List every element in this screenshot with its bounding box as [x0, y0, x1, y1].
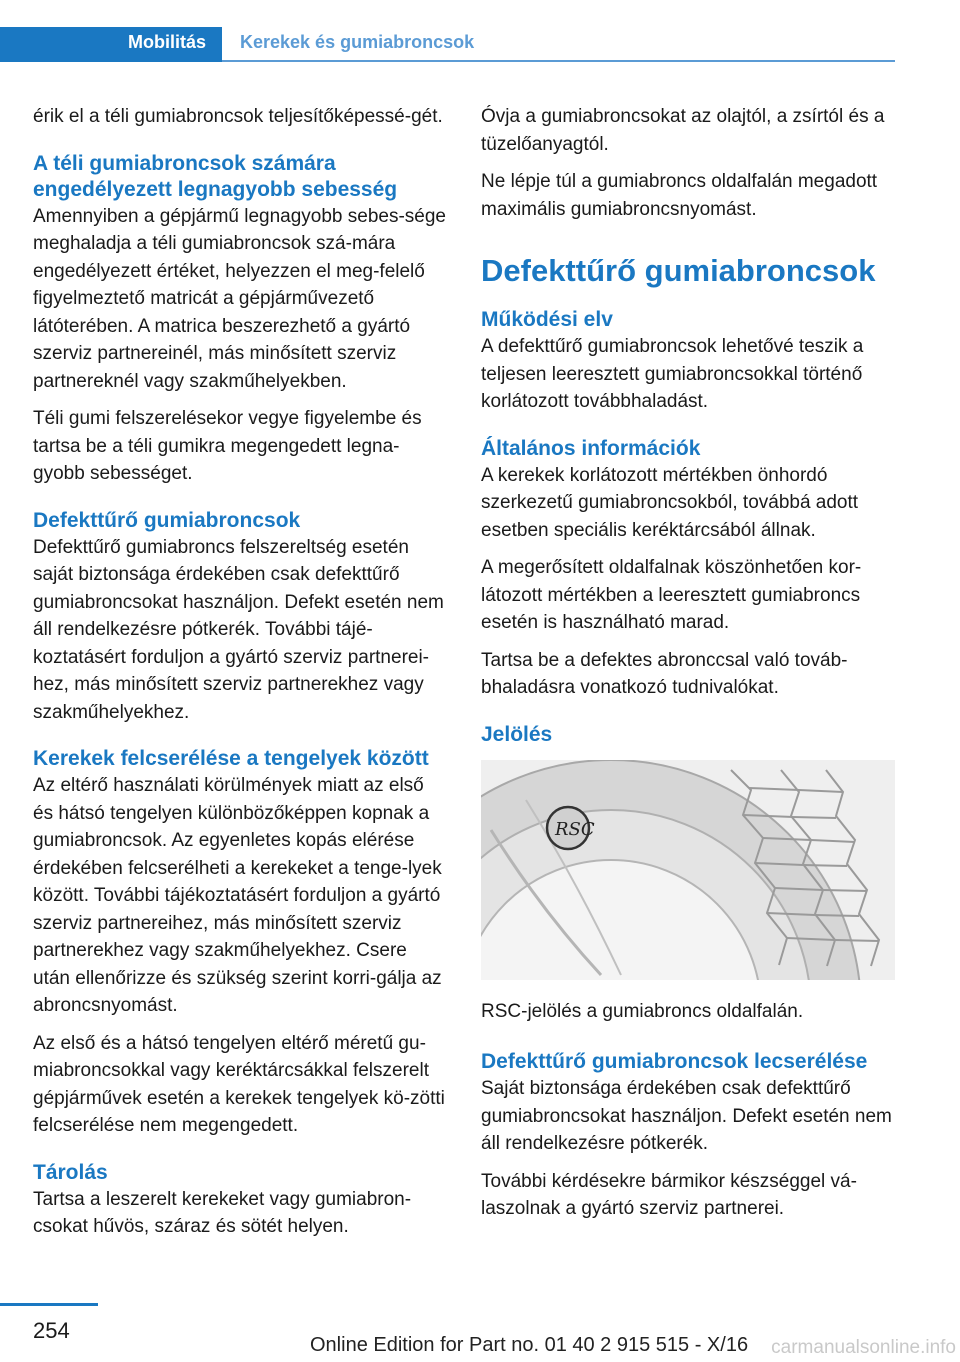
tire-illustration: [481, 760, 895, 980]
paragraph: Tartsa be a defektes abronccsal való továb-bhaladásra vonatkozó tudnivalókat.: [481, 649, 848, 698]
heading-winter-speed: A téli gumiabroncsok számára engedélyezett legnagyobb sebesség: [33, 151, 398, 201]
left-column: [33, 103, 447, 1251]
page-number: 254: [33, 1318, 70, 1343]
paragraph: Az eltérő használati körülmények miatt az első és hátsó tengelyen különbözőképpen kopnak a gumiabroncsok. Az egyenletes kopás elérése érdekében felcserélheti a kerekeket a tenge-lyek között. További tájékoztatásért forduljon a gyártó szerviz partnereihez, más minősített szerviz partnerekhez vagy szakműhelyekhez. Csere után ellenőrizze és szükség szerint korri-gálja az abroncsnyomást.: [33, 775, 442, 1016]
page-header: [0, 0, 895, 62]
paragraph: Ne lépje túl a gumiabroncs oldalfalán megadott maximális gumiabroncsnyomást.: [481, 171, 878, 220]
paragraph: Az első és a hátsó tengelyen eltérő méretű gu-miabroncsokkal vagy keréktárcsákkal felszerelt gépjárművek esetén a kerekek tengelyek kö-zötti felcserélése nem megengedett.: [33, 1032, 445, 1136]
watermark: carmanualsonline.info: [771, 1337, 956, 1358]
subsection-tab: [222, 27, 895, 62]
section-tab: [0, 27, 222, 62]
subsection-title: Kerekek és gumiabroncsok: [240, 32, 475, 52]
paragraph: A defekttűrő gumiabroncsok lehetővé teszik a teljesen leeresztett gumiabroncsokkal történő korlátozott továbbhaladást.: [481, 336, 864, 412]
paragraph: Amennyiben a gépjármű legnagyobb sebes-sége meghaladja a téli gumiabroncsok szá-mára engedélyezett értéket, helyezzen el meg-felelő figyelmeztető matricát a gépjárművezető látóterében. A matrica beszerezhető a gyártó szerviz partnereinél, más minősített szerviz partnereknél vagy szakműhelyekben.: [33, 205, 446, 392]
header-divider: [222, 60, 895, 62]
heading-rotation: Kerekek felcserélése a tengelyek között: [33, 747, 429, 770]
tire-sidewall-figure: [481, 760, 895, 980]
paragraph: Defekttűrő gumiabroncs felszereltség esetén saját biztonsága érdekében csak defekttűrő gumiabroncsokat használjon. Defekt esetén nem áll rendelkezésre pótkerék. További tájé-koztatásért forduljon a gyártó szerviz partnerei-hez, más minősített szerviz partnerekhez vagy szakműhelyekhez.: [33, 536, 444, 723]
heading-runflat-main: Defekttűrő gumiabroncsok: [481, 253, 876, 288]
paragraph: érik el a téli gumiabroncsok teljesítőképessé-gét.: [33, 106, 443, 127]
heading-storage: Tárolás: [33, 1160, 108, 1184]
paragraph: A kerekek korlátozott mértékben önhordó szerkezetű gumiabroncsokból, továbbá adott esetben speciális keréktárcsából állnak.: [481, 464, 859, 541]
paragraph: Téli gumi felszerelésekor vegye figyelembe és tartsa be a téli gumikra megengedett legna-gyobb sebességet.: [33, 408, 422, 484]
paragraph: Óvja a gumiabroncsokat az olajtól, a zsírtól és a tüzelőanyagtól.: [481, 106, 885, 155]
paragraph: Saját biztonsága érdekében csak defekttűrő gumiabroncsokat használjon. Defekt esetén nem áll rendelkezésre pótkerék.: [481, 1078, 892, 1154]
heading-general-info: Általános információk: [481, 436, 701, 460]
figure-caption: RSC-jelölés a gumiabroncs oldalfalán.: [481, 1000, 804, 1022]
right-column: [481, 103, 895, 1233]
footer-divider: [0, 1303, 98, 1306]
rsc-logo-text: RSC: [555, 818, 595, 840]
paragraph: További kérdésekre bármikor készséggel vá-laszolnak a gyártó szerviz partnerei.: [481, 1170, 857, 1219]
section-title: Mobilitás: [127, 32, 206, 52]
heading-runflat-replacement: Defekttűrő gumiabroncsok lecserélése: [481, 1050, 868, 1073]
edition-text: Online Edition for Part no. 01 40 2 915 515 - X/16: [310, 1334, 749, 1356]
heading-runflat: Defekttűrő gumiabroncsok: [33, 508, 301, 532]
paragraph: A megerősített oldalfalnak köszönhetően kor-látozott mértékben a leeresztett gumiabroncs esetén is használható marad.: [481, 557, 862, 633]
heading-principle: Működési elv: [481, 308, 613, 331]
paragraph: Tartsa a leszerelt kerekeket vagy gumiabron-csokat hűvös, száraz és sötét helyen.: [33, 1188, 412, 1237]
heading-marking: Jelölés: [481, 722, 553, 746]
